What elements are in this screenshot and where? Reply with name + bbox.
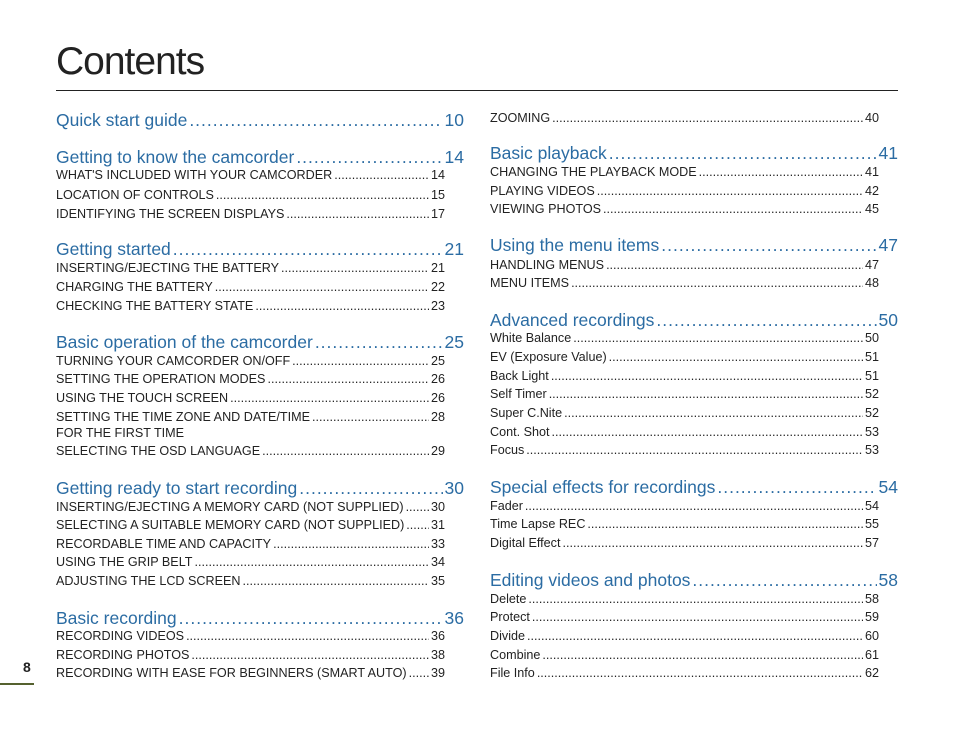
leader-dots [215, 280, 429, 294]
leader-dots [537, 666, 863, 680]
leader-dots [292, 354, 429, 368]
leader-dots [194, 555, 429, 569]
toc-item[interactable] [56, 280, 445, 294]
section-page: 21 [444, 239, 464, 259]
leader-dots [296, 147, 442, 168]
item-page: 21 [430, 261, 445, 275]
leader-dots [334, 168, 429, 182]
item-page: 17 [430, 207, 445, 221]
item-text: PLAYING VIDEOS [490, 184, 595, 198]
item-page: 30 [430, 500, 445, 514]
item-page: 54 [864, 499, 879, 513]
item-text: RECORDING WITH EASE FOR BEGINNERS (SMART AUTO) [56, 666, 407, 680]
item-page: 62 [864, 666, 879, 680]
item-text: ZOOMING [490, 111, 551, 125]
leader-dots [216, 188, 429, 202]
item-text: CHANGING THE PLAYBACK MODE [490, 165, 697, 179]
section-page: 30 [444, 478, 464, 498]
toc-item[interactable] [56, 372, 445, 386]
leader-dots [542, 648, 863, 662]
toc-section-editing[interactable] [490, 570, 898, 591]
leader-dots [573, 331, 863, 345]
toc-item[interactable] [490, 592, 879, 606]
toc-section-menu-items[interactable] [490, 235, 898, 256]
toc-item[interactable] [490, 184, 879, 198]
item-text: EV (Exposure Value) [490, 350, 607, 364]
toc-item[interactable] [490, 629, 879, 643]
leader-dots [717, 477, 876, 498]
leader-dots [173, 239, 443, 260]
section-page: 25 [444, 332, 464, 352]
toc-item[interactable] [490, 610, 879, 624]
item-text: WHAT'S INCLUDED WITH YOUR CAMCORDER [56, 168, 333, 182]
leader-dots [571, 276, 863, 290]
item-text: VIEWING PHOTOS [490, 202, 602, 216]
toc-item[interactable] [56, 666, 445, 680]
item-text: Time Lapse REC [490, 517, 586, 531]
item-page: 29 [430, 444, 445, 458]
leader-dots [273, 537, 429, 551]
toc-item[interactable] [490, 499, 879, 513]
page-number: 8 [23, 659, 31, 675]
leader-dots [262, 444, 429, 458]
title-rule [56, 90, 898, 91]
toc-item[interactable] [490, 258, 879, 272]
toc-item[interactable] [56, 354, 445, 368]
item-page: 42 [864, 184, 879, 198]
section-page: 41 [878, 143, 898, 163]
leader-dots [549, 387, 863, 401]
item-page: 60 [864, 629, 879, 643]
item-page: 34 [430, 555, 445, 569]
section-title: Basic recording [56, 608, 177, 628]
leader-dots [186, 629, 429, 643]
toc-section-getting-ready[interactable] [56, 478, 464, 499]
leader-dots [656, 310, 876, 331]
item-text: INSERTING/EJECTING A MEMORY CARD (NOT SUPPLIED) [56, 500, 404, 514]
leader-dots [189, 110, 442, 131]
leader-dots [661, 235, 876, 256]
item-page: 41 [864, 165, 879, 179]
item-page: 51 [864, 369, 879, 383]
item-page: 22 [430, 280, 445, 294]
item-page: 52 [864, 406, 879, 420]
toc-section-quick-start[interactable] [56, 110, 464, 131]
item-text: Combine [490, 648, 541, 662]
toc-item[interactable] [490, 648, 879, 662]
toc-item[interactable] [490, 111, 879, 125]
item-page: 40 [864, 111, 879, 125]
leader-dots [562, 536, 863, 550]
leader-dots [179, 608, 443, 629]
item-text: SETTING THE TIME ZONE AND DATE/TIME FOR THE FIRST TIME [56, 410, 310, 440]
item-text: CHARGING THE BATTERY [56, 280, 213, 294]
toc-item[interactable] [490, 369, 879, 383]
item-page: 47 [864, 258, 879, 272]
section-page: 54 [878, 477, 898, 497]
item-page: 31 [430, 518, 445, 532]
toc-item[interactable] [490, 387, 879, 401]
leader-dots [552, 111, 863, 125]
leader-dots [597, 184, 863, 198]
section-title: Getting ready to start recording [56, 478, 298, 498]
item-page: 61 [864, 648, 879, 662]
leader-dots [255, 299, 429, 313]
toc-section-basic-operation[interactable] [56, 332, 464, 353]
section-title: Getting started [56, 239, 171, 259]
toc-item[interactable] [490, 165, 879, 179]
item-page: 15 [430, 188, 445, 202]
toc-item[interactable] [56, 188, 445, 202]
leader-dots [281, 261, 429, 275]
section-title: Getting to know the camcorder [56, 147, 295, 167]
section-title: Advanced recordings [490, 310, 655, 330]
item-page: 52 [864, 387, 879, 401]
item-page: 59 [864, 610, 879, 624]
leader-dots [230, 391, 429, 405]
toc-item[interactable] [56, 555, 445, 569]
item-page: 36 [430, 629, 445, 643]
item-page: 48 [864, 276, 879, 290]
section-title: Special effects for recordings [490, 477, 716, 497]
toc-item[interactable] [490, 331, 879, 345]
item-page: 53 [864, 425, 879, 439]
toc-item[interactable] [56, 518, 445, 532]
item-text: SELECTING A SUITABLE MEMORY CARD (NOT SUPPLIED) [56, 518, 405, 532]
toc-item[interactable] [56, 537, 445, 551]
leader-dots [315, 332, 443, 353]
item-page: 25 [430, 354, 445, 368]
item-text: LOCATION OF CONTROLS [56, 188, 214, 202]
leader-dots [525, 499, 863, 513]
leader-dots [532, 610, 863, 624]
item-page: 53 [864, 443, 879, 457]
item-page: 33 [430, 537, 445, 551]
toc-item[interactable] [490, 443, 879, 457]
toc-section-basic-playback[interactable] [490, 143, 898, 164]
page-title: Contents [56, 40, 205, 83]
toc-item[interactable] [56, 444, 445, 458]
toc-section-advanced-recordings[interactable] [490, 310, 898, 331]
leader-dots [299, 478, 442, 499]
toc-item[interactable] [56, 168, 445, 182]
item-page: 55 [864, 517, 879, 531]
leader-dots [286, 207, 429, 221]
leader-dots [606, 258, 863, 272]
section-title: Using the menu items [490, 235, 660, 255]
item-text: File Info [490, 666, 535, 680]
item-text: ADJUSTING THE LCD SCREEN [56, 574, 241, 588]
item-text: Super C.Nite [490, 406, 563, 420]
item-text: White Balance [490, 331, 572, 345]
toc-item[interactable] [56, 207, 445, 221]
item-page: 39 [430, 666, 445, 680]
item-text: RECORDING VIDEOS [56, 629, 185, 643]
leader-dots [528, 592, 863, 606]
item-text: Focus [490, 443, 525, 457]
section-title: Basic operation of the camcorder [56, 332, 313, 352]
toc-section-special-effects[interactable] [490, 477, 898, 498]
leader-dots [267, 372, 429, 386]
item-text: RECORDABLE TIME AND CAPACITY [56, 537, 272, 551]
item-text: Self Timer [490, 387, 547, 401]
item-text: MENU ITEMS [490, 276, 570, 290]
toc-item[interactable] [490, 517, 879, 531]
item-text: Digital Effect [490, 536, 561, 550]
toc-item[interactable] [490, 406, 879, 420]
leader-dots [409, 666, 429, 680]
item-page: 51 [864, 350, 879, 364]
item-text: HANDLING MENUS [490, 258, 605, 272]
item-page: 14 [430, 168, 445, 182]
item-text: Fader [490, 499, 523, 513]
toc-section-getting-started[interactable] [56, 239, 464, 260]
item-text: TURNING YOUR CAMCORDER ON/OFF [56, 354, 291, 368]
item-page: 23 [430, 299, 445, 313]
toc-item[interactable] [56, 299, 445, 313]
leader-dots [692, 570, 876, 591]
toc-item[interactable] [56, 629, 445, 643]
item-text: Back Light [490, 369, 549, 383]
leader-dots [243, 574, 429, 588]
item-page: 58 [864, 592, 879, 606]
section-page: 47 [878, 235, 898, 255]
section-title: Editing videos and photos [490, 570, 691, 590]
leader-dots [609, 350, 863, 364]
leader-dots [587, 517, 863, 531]
item-page: 50 [864, 331, 879, 345]
toc-item[interactable] [490, 350, 879, 364]
item-page: 26 [430, 372, 445, 386]
section-page: 36 [444, 608, 464, 628]
toc-item[interactable] [56, 648, 445, 662]
item-text: Protect [490, 610, 530, 624]
toc-item[interactable] [56, 391, 445, 405]
leader-dots [564, 406, 863, 420]
leader-dots [527, 629, 863, 643]
item-page: 57 [864, 536, 879, 550]
toc-item[interactable] [490, 276, 879, 290]
leader-dots [406, 500, 429, 514]
leader-dots [526, 443, 863, 457]
toc-section-basic-recording[interactable] [56, 608, 464, 629]
leader-dots [191, 648, 429, 662]
toc-item[interactable] [56, 409, 445, 443]
item-text: Cont. Shot [490, 425, 550, 439]
toc-item[interactable] [490, 202, 879, 216]
section-page: 14 [444, 147, 464, 167]
item-text: INSERTING/EJECTING THE BATTERY [56, 261, 279, 275]
toc-section-getting-to-know[interactable] [56, 147, 464, 168]
item-text: USING THE TOUCH SCREEN [56, 391, 229, 405]
item-page: 28 [430, 410, 445, 424]
section-title: Quick start guide [56, 110, 188, 130]
leader-dots [406, 518, 429, 532]
leader-dots [609, 143, 877, 164]
item-text: IDENTIFYING THE SCREEN DISPLAYS [56, 207, 285, 221]
item-text: Divide [490, 629, 525, 643]
section-page: 58 [878, 570, 898, 590]
section-title: Basic playback [490, 143, 607, 163]
toc-item[interactable] [490, 666, 879, 680]
leader-dots [551, 369, 863, 383]
toc-item[interactable] [490, 425, 879, 439]
item-page: 35 [430, 574, 445, 588]
page-number-bar [0, 683, 34, 685]
leader-dots [552, 425, 863, 439]
item-page: 38 [430, 648, 445, 662]
item-text: SELECTING THE OSD LANGUAGE [56, 444, 261, 458]
item-text: CHECKING THE BATTERY STATE [56, 299, 254, 313]
item-text: Delete [490, 592, 527, 606]
toc-item[interactable] [56, 261, 445, 275]
section-page: 50 [878, 310, 898, 330]
section-page: 10 [444, 110, 464, 130]
leader-dots [603, 202, 863, 216]
item-text: RECORDING PHOTOS [56, 648, 190, 662]
toc-item[interactable] [56, 500, 445, 514]
toc-item[interactable] [490, 536, 879, 550]
item-page: 26 [430, 391, 445, 405]
item-page: 45 [864, 202, 879, 216]
item-text: SETTING THE OPERATION MODES [56, 372, 266, 386]
item-text: USING THE GRIP BELT [56, 555, 193, 569]
leader-dots [699, 165, 863, 179]
leader-dots [312, 410, 429, 424]
toc-item[interactable] [56, 574, 445, 588]
